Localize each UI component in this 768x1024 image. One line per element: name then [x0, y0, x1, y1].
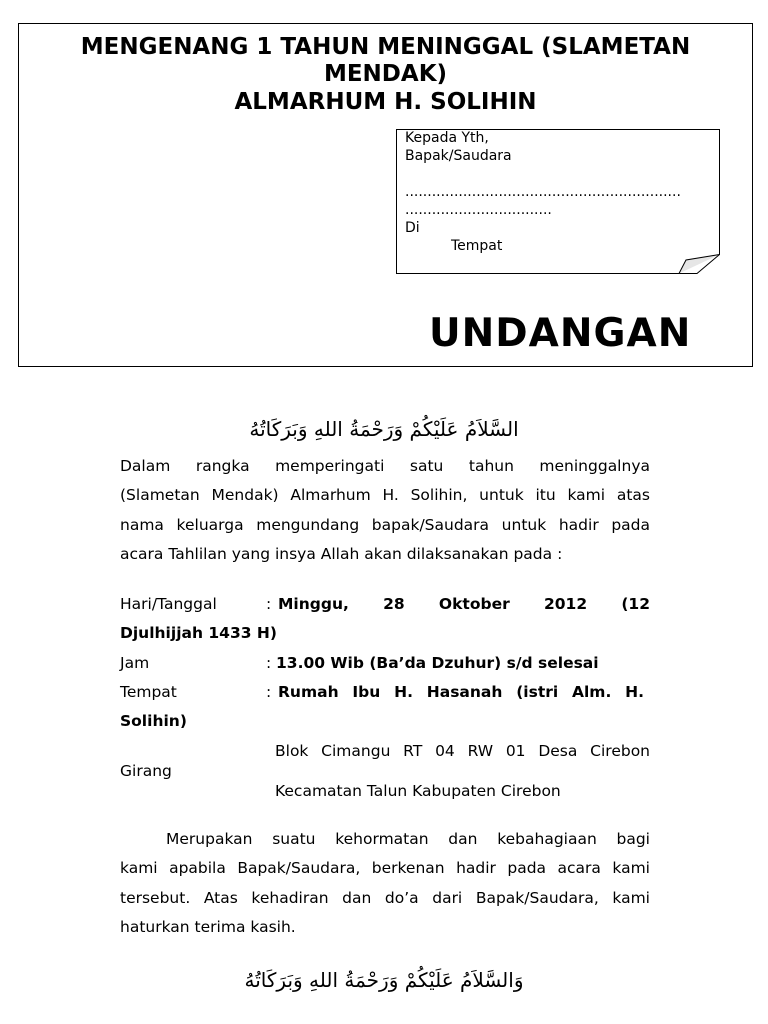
paragraph-line: Dalam rangka memperingati satu tahun meninggalnya	[120, 457, 650, 475]
address-di: Di	[405, 220, 420, 236]
address-kepada: Kepada Yth,	[405, 130, 489, 146]
title-line-1: MENGENANG 1 TAHUN MENINGGAL (SLAMETAN MENDAK)	[80, 34, 691, 87]
tempat-value: Rumah Ibu H. Hasanah (istri Alm. H.	[278, 682, 644, 701]
address-card	[396, 129, 718, 273]
tempat-label: Tempat	[120, 682, 177, 701]
greeting-salam-opening: السَّلاَمُ عَلَيْكُمْ وَرَحْمَةُ اللهِ وَبَرَكَاتُهُ	[249, 417, 519, 441]
address-tempat: Tempat	[451, 238, 503, 254]
colon: :	[266, 682, 272, 701]
hari-value-continued: Djulhijjah 1433 H)	[120, 624, 277, 643]
address-girang: Girang	[120, 762, 172, 780]
paragraph-line: acara Tahlilan yang insya Allah akan dilaksanakan pada :	[120, 544, 563, 563]
paragraph-line: tersebut. Atas kehadiran dan do’a dari Bapak/Saudara, kami	[120, 888, 650, 907]
invitation-header-box	[18, 23, 753, 367]
colon: :	[266, 595, 272, 613]
hari-label: Hari/Tanggal	[120, 595, 217, 613]
address-dots-1: ..............................................................	[405, 184, 681, 200]
address-line-2: Kecamatan Talun Kabupaten Cirebon	[275, 782, 561, 800]
detail-row-hari	[120, 590, 650, 619]
address-line-1: Blok Cimangu RT 04 RW 01 Desa Cirebon	[275, 742, 650, 760]
hari-value: Minggu, 28 Oktober 2012 (12	[278, 595, 650, 613]
paragraph-line: (Slametan Mendak) Almarhum H. Solihin, untuk itu kami atas	[120, 486, 650, 505]
colon: :	[266, 653, 272, 672]
opening-paragraph	[120, 452, 650, 569]
paragraph-line: kami apabila Bapak/Saudara, berkenan hadir pada acara kami	[120, 859, 650, 878]
jam-value: 13.00 Wib (Ba’da Dzuhur) s/d selesai	[276, 653, 599, 672]
undangan-heading: UNDANGAN	[429, 311, 692, 356]
detail-row-jam	[120, 649, 650, 678]
tempat-value-continued: Solihin)	[120, 712, 187, 731]
paragraph-line: haturkan terima kasih.	[120, 917, 296, 936]
jam-label: Jam	[120, 653, 150, 672]
event-details	[120, 590, 650, 736]
address-dots-2: .................................	[405, 202, 552, 218]
address-bapak: Bapak/Saudara	[405, 148, 512, 164]
closing-paragraph	[120, 825, 650, 942]
paragraph-line: nama keluarga mengundang bapak/Saudara untuk hadir pada	[120, 515, 650, 534]
greeting-salam-closing: وَالسَّلاَمُ عَلَيْكُمْ وَرَحْمَةُ اللهِ وَبَرَكَاتُهُ	[244, 968, 524, 992]
detail-row-tempat	[120, 678, 650, 707]
title-line-2: ALMARHUM H. SOLIHIN	[234, 89, 537, 115]
paragraph-line: Merupakan suatu kehormatan dan kebahagiaan bagi	[166, 830, 650, 848]
